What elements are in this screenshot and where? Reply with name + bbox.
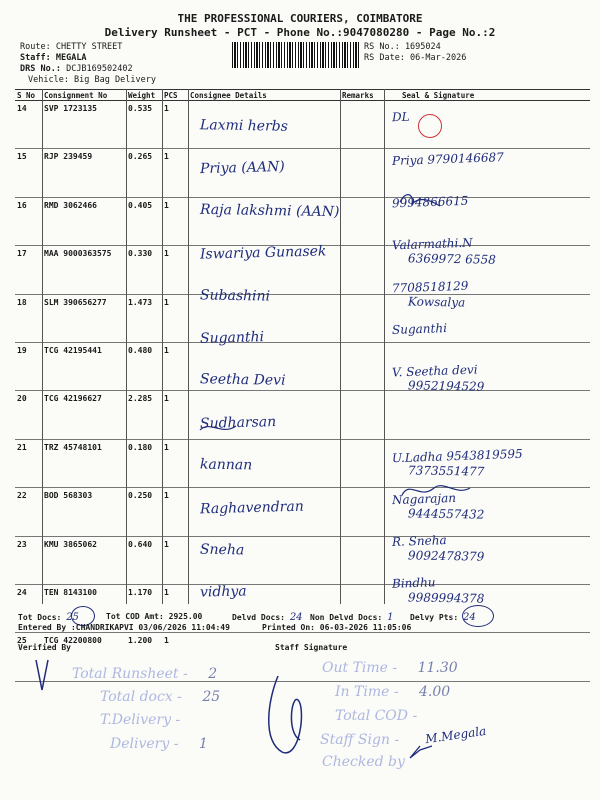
row-weight: 1.200 [126, 633, 162, 681]
row-sno: 24 [15, 584, 42, 632]
row-pcs: 1 [162, 633, 188, 681]
non-delvd-value: 1 [387, 612, 394, 623]
stamp-t-delivery: T.Delivery - [100, 712, 181, 728]
row-sno: 20 [15, 391, 42, 439]
stamp-total-docx-value: 25 [202, 689, 221, 705]
staff-label: Staff: [20, 53, 51, 63]
row-sno: 22 [15, 488, 42, 536]
row-consignment-no: TEN 8143100 [42, 584, 126, 632]
row-sno: 14 [15, 101, 42, 149]
col-consignment: Consignment No [42, 90, 126, 101]
rs-no: RS No.: 1695024 [364, 42, 441, 52]
row-consignment-no: SLM 390656277 [42, 294, 126, 342]
stamp-total-runsheet-value: 2 [208, 666, 218, 682]
receiver-phone: 9952194529 [407, 378, 485, 395]
receiver-signature: 9994866615 [391, 193, 469, 211]
row-weight: 1.170 [126, 584, 162, 632]
delvd-value: 24 [289, 612, 303, 623]
tot-docs-value: 25 [66, 612, 79, 623]
row-pcs: 1 [162, 439, 188, 487]
receiver-phone: 9444557432 [407, 505, 485, 522]
route: Route: CHETTY STREET [20, 42, 123, 52]
row-weight: 0.330 [126, 246, 162, 294]
company-name: THE PROFESSIONAL COURIERS, COIMBATORE [177, 12, 423, 25]
row-sno: 16 [15, 197, 42, 245]
runsheet-title: Delivery Runsheet - PCT - Phone No.:9047080280 - Page No.:2 [104, 26, 496, 39]
consignee-handwritten: Priya (AAN) [199, 159, 285, 178]
col-weight: Weight [126, 90, 162, 101]
receiver-phone: 9989994378 [407, 590, 485, 607]
stamp-in-time-label: In Time - [335, 684, 399, 700]
row-pcs: 1 [162, 246, 188, 294]
consignee-handwritten: Sneha [199, 541, 245, 559]
stamp-out-time-value: 11.30 [417, 660, 458, 676]
row-sno: 17 [15, 246, 42, 294]
receiver-phone: 6369972 6558 [407, 251, 496, 267]
staff-signature-label: Staff Signature [275, 643, 348, 652]
receiver-signature: DL [391, 109, 410, 125]
tot-cod-value: 2925.00 [168, 612, 203, 621]
consignee-handwritten: Suganthi [199, 329, 265, 347]
receiver-signature: Bindhu [391, 575, 436, 592]
consignee-handwritten: kannan [199, 456, 253, 474]
delvy-pts-label: Delvy Pts: [410, 613, 459, 622]
row-weight: 0.250 [126, 488, 162, 536]
consignee-handwritten: vidhya [199, 583, 247, 601]
col-sno: S No [15, 90, 42, 101]
tot-docs-label: Tot Docs: [18, 613, 62, 622]
entered-by: Entered By :CHANDRIKAPVI 03/06/2026 11:04:49 [18, 623, 230, 632]
drs-label: DRS No.: [20, 64, 61, 74]
staff-name-handwritten: M.Megala [424, 723, 488, 747]
stamp-delivery-label: Delivery - [110, 736, 179, 752]
row-pcs: 1 [162, 391, 188, 439]
receiver-phone: Kowsalya [407, 294, 466, 310]
row-consignment-no: RJP 239459 [42, 149, 126, 197]
row-consignment-no: TCG 42196627 [42, 391, 126, 439]
receiver-signature: Suganthi [391, 321, 448, 337]
receiver-signature: V. Seetha devi [391, 362, 478, 380]
receiver-signature: R. Sneha [391, 533, 447, 549]
row23-signature [402, 486, 470, 495]
row-consignment-no: RMD 3062466 [42, 197, 126, 245]
row-pcs: 1 [162, 197, 188, 245]
row-weight: 0.405 [126, 197, 162, 245]
row-consignment-no: SVP 1723135 [42, 101, 126, 149]
row-sno: 18 [15, 294, 42, 342]
receiver-signature: U.Ladha 9543819595 [391, 446, 523, 466]
stamp-total-cod: Total COD - [335, 708, 418, 724]
staff-value: MEGALA [55, 53, 87, 63]
megala-signature-mark [410, 746, 432, 758]
stamp-total-docx-label: Total docx - [100, 689, 182, 705]
row-consignment-no: TCG 42195441 [42, 342, 126, 390]
row21-signature [200, 426, 236, 430]
consignee-handwritten: Iswariya Gunasek [199, 243, 327, 263]
row-weight: 0.480 [126, 342, 162, 390]
stamp-total-runsheet-label: Total Runsheet - [72, 666, 188, 682]
row16-signature [400, 195, 440, 206]
row-pcs: 1 [162, 342, 188, 390]
stamp-delivery-value: 1 [198, 736, 208, 752]
consignee-handwritten: Sudharsan [199, 413, 277, 432]
delvy-pts-value: 24 [463, 612, 476, 623]
receiver-signature: Nagarajan [391, 490, 457, 507]
row-pcs: 1 [162, 101, 188, 149]
consignee-handwritten: Subashini [199, 286, 271, 305]
row-pcs: 1 [162, 536, 188, 584]
row-weight: 0.180 [126, 439, 162, 487]
receiver-signature: Priya 9790146687 [391, 150, 504, 169]
consignee-handwritten: Raja lakshmi (AAN) [199, 201, 340, 221]
row-consignment-no: BOD 568303 [42, 488, 126, 536]
receiver-phone: 9092478379 [407, 548, 485, 564]
delvd-label: Delvd Docs: [232, 613, 285, 622]
verified-signature [36, 660, 48, 690]
row-pcs: 1 [162, 149, 188, 197]
row-weight: 0.640 [126, 536, 162, 584]
row-sno: 21 [15, 439, 42, 487]
drs-value: DCJB169502402 [66, 64, 133, 74]
tot-cod-label: Tot COD Amt: [106, 612, 164, 621]
row-sno: 25 [15, 633, 42, 681]
row-consignment-no: TCG 42200800 [42, 633, 126, 681]
row-consignment-no: MAA 9000363575 [42, 246, 126, 294]
col-consignee: Consignee Details [188, 90, 340, 101]
stamp-staff-sign: Staff Sign - [320, 732, 400, 748]
receiver-signature: Valarmathi.N [391, 235, 473, 253]
stamp-in-time-value: 4.00 [419, 684, 451, 700]
consignee-handwritten: Laxmi herbs [199, 117, 289, 135]
rs-date: RS Date: 06-Mar-2026 [364, 53, 467, 63]
row-sno: 15 [15, 149, 42, 197]
col-remarks: Remarks [340, 90, 384, 101]
vehicle: Vehicle: Big Bag Delivery [28, 75, 156, 85]
non-delvd-label: Non Delvd Docs: [310, 613, 383, 622]
receiver-signature: 7708518129 [391, 278, 469, 295]
row-sno: 23 [15, 536, 42, 584]
row-consignment-no: TRZ 45748101 [42, 439, 126, 487]
consignee-handwritten: Seetha Devi [199, 371, 286, 390]
row-weight: 1.473 [126, 294, 162, 342]
row-weight: 0.535 [126, 101, 162, 149]
row-sno: 19 [15, 342, 42, 390]
row-weight: 2.285 [126, 391, 162, 439]
col-pcs: PCS [162, 90, 188, 101]
row-pcs: 1 [162, 294, 188, 342]
stamp-checked-by: Checked by [322, 754, 405, 770]
staff-signature-scribble [269, 676, 302, 753]
row-pcs: 1 [162, 584, 188, 632]
row-pcs: 1 [162, 488, 188, 536]
stamp-out-time-label: Out Time - [322, 660, 398, 676]
consignee-handwritten: Raghavendran [199, 498, 304, 517]
verified-by-label: Verified By [18, 643, 71, 652]
receiver-phone: 7373551477 [407, 463, 485, 479]
col-seal: Seal & Signature [384, 90, 590, 101]
printed-on: Printed On: 06-03-2026 11:05:06 [262, 623, 412, 632]
row-weight: 0.265 [126, 149, 162, 197]
row-consignment-no: KMU 3865062 [42, 536, 126, 584]
